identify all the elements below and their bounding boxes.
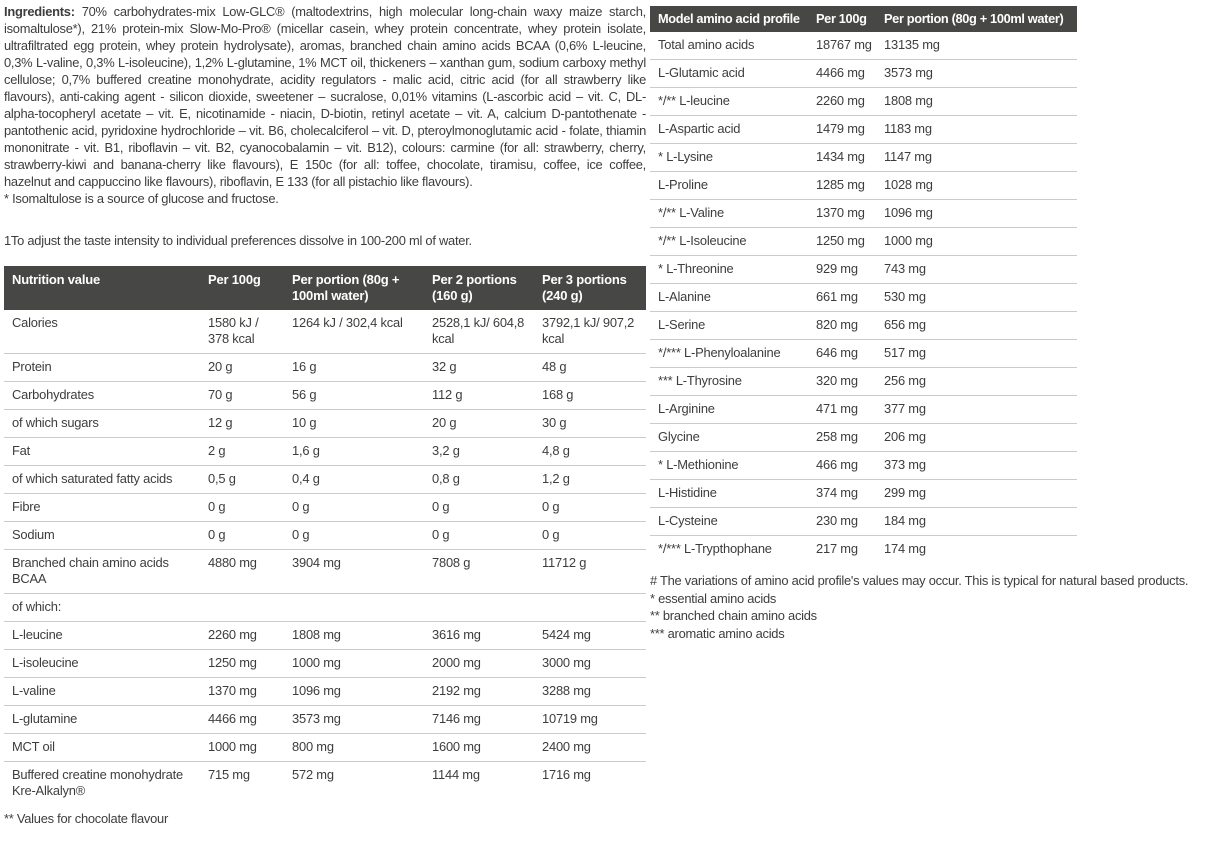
row-value: 184 mg: [876, 508, 1077, 536]
nutrition-table-header-row: [4, 266, 646, 310]
nutrition-table-body: [4, 310, 646, 805]
row-label: */** L-leucine: [650, 88, 808, 116]
ingredients-text: 70% carbohydrates-mix Low-GLC® (maltodextrins, high molecular long-chain waxy maize starch, isomaltulose*), 21% protein-mix Slow-Mo-Pro® (micellar casein, whey protein concentrate, whey protein isolate, ultrafiltrated egg protein, whey protein hydrolysate), aromas, branched chain amino acids BCAA (0,6% L-leucine, 0,3% L-valine, 0,3% L-isoleucine), 1,2% L-glutamine, 1% MCT oil, thickeners – xanthan gum, sodium carboxy methyl cellulose; 0,7% buffered creatine monohydrate, acidity regulators - malic acid, citric acid (for all strawberry like flavours), anti-caking agent - silicon dioxide, sweetener – sucralose, 0,01% vitamins (L-ascorbic acid – vit. C, DL-alpha-tocopheryl acetate – vit. E, nicotinamide - niacin, D-biotin, retinyl acetate – vit. A, calcium D-pantothenate - pantothenic acid, pyridoxine hydrochloride – vit. B6, cholecalciferol – vit. D, pteroylmonoglutamic acid - folate, thiamin mononitrate - vit. B1, riboflavin – vit. B2, cyanocobalamin – vit. B12), colours: carmine (for all: strawberry, cherry, strawberry-kiwi and banana-cherry like flavours), E 150c (for all: toffee, chocolate, tiramisu, coffee, ice coffee, hazelnut and cappuccino like flavours), riboflavin, E 133 (for all pistachio like flavours).: [4, 4, 646, 189]
row-label: of which saturated fatty acids: [4, 466, 200, 494]
row-value: 0 g: [534, 522, 646, 550]
table-row: [4, 494, 646, 522]
row-label: */*** L-Phenyloalanine: [650, 340, 808, 368]
row-value: 2260 mg: [200, 622, 284, 650]
row-value: 530 mg: [876, 284, 1077, 312]
row-label: L-Histidine: [650, 480, 808, 508]
row-value: 0,4 g: [284, 466, 424, 494]
row-value: 1000 mg: [284, 650, 424, 678]
amino-table-header-row: [650, 6, 1077, 32]
row-value: 3792,1 kJ/ 907,2 kcal: [542, 315, 635, 346]
table-row: [4, 734, 646, 762]
table-row: [4, 550, 646, 594]
row-value: 30 g: [534, 410, 646, 438]
row-value: 800 mg: [284, 734, 424, 762]
row-value: 3616 mg: [424, 622, 534, 650]
table-row: [650, 172, 1077, 200]
table-row: [650, 60, 1077, 88]
row-value: 112 g: [424, 382, 534, 410]
chocolate-flavour-footnote: ** Values for chocolate flavour: [4, 811, 168, 826]
row-label: Branched chain amino acids BCAA: [4, 550, 200, 594]
amino-footnote-branched: ** branched chain amino acids: [650, 608, 817, 623]
row-value: 0,5 g: [200, 466, 284, 494]
table-row: [4, 438, 646, 466]
row-value: 1000 mg: [876, 228, 1077, 256]
table-row: [4, 650, 646, 678]
dissolve-instruction-note: 1To adjust the taste intensity to individual preferences dissolve in 100-200 ml of water.: [4, 233, 472, 248]
row-label: * L-Threonine: [650, 256, 808, 284]
row-value: 2192 mg: [424, 678, 534, 706]
row-value: 4880 mg: [200, 550, 284, 594]
row-label: Glycine: [650, 424, 808, 452]
row-label: * L-Lysine: [650, 144, 808, 172]
row-value: 32 g: [424, 354, 534, 382]
row-value: 1264 kJ / 302,4 kcal: [292, 315, 403, 330]
nutrition-table: [4, 266, 646, 805]
table-row: [650, 452, 1077, 480]
amino-header-per-portion: Per portion (80g + 100ml water): [876, 6, 1077, 32]
table-row: [650, 480, 1077, 508]
row-label: of which:: [4, 594, 200, 622]
row-value: 1370 mg: [200, 678, 284, 706]
row-value: 7808 g: [424, 550, 534, 594]
table-row: [650, 32, 1077, 60]
row-value: 929 mg: [808, 256, 876, 284]
row-value: 820 mg: [808, 312, 876, 340]
row-value: 320 mg: [808, 368, 876, 396]
row-label: Carbohydrates: [4, 382, 200, 410]
row-value: 2260 mg: [808, 88, 876, 116]
row-value: 2528,1 kJ/ 604,8 kcal: [432, 315, 525, 346]
row-value: 0 g: [424, 522, 534, 550]
row-value: 1250 mg: [200, 650, 284, 678]
row-label: Total amino acids: [658, 37, 755, 52]
table-row: [650, 116, 1077, 144]
row-value: 1028 mg: [876, 172, 1077, 200]
row-value: 517 mg: [876, 340, 1077, 368]
ingredients-label: Ingredients:: [4, 4, 75, 19]
row-value: 56 g: [284, 382, 424, 410]
amino-footnote-variations: # The variations of amino acid profile's values may occur. This is typical for natural based products.: [650, 573, 1189, 588]
row-value: 0 g: [534, 494, 646, 522]
table-row: [650, 424, 1077, 452]
table-row: [650, 88, 1077, 116]
row-value: 1600 mg: [424, 734, 534, 762]
amino-footnote-essential: * essential amino acids: [650, 590, 777, 606]
nutrition-header-per100g: Per 100g: [200, 266, 284, 310]
row-value: 0 g: [200, 522, 284, 550]
row-value: [534, 594, 646, 622]
table-row: [650, 256, 1077, 284]
amino-footnotes: [650, 572, 1210, 642]
row-value: 3573 mg: [284, 706, 424, 734]
table-row: [650, 228, 1077, 256]
row-value: 13135 mg: [884, 37, 940, 52]
row-label: L-Serine: [650, 312, 808, 340]
nutrition-header-per-3-portions: Per 3 portions (240 g): [534, 266, 646, 310]
table-row: [4, 410, 646, 438]
row-value: 1285 mg: [808, 172, 876, 200]
right-column: [646, 0, 1214, 846]
row-value: 256 mg: [876, 368, 1077, 396]
amino-table-body: [650, 32, 1077, 563]
row-value: 3000 mg: [534, 650, 646, 678]
row-value: 1,2 g: [534, 466, 646, 494]
table-row: [4, 354, 646, 382]
amino-header-label: Model amino acid profile: [650, 6, 808, 32]
table-row: [650, 368, 1077, 396]
table-row: [650, 396, 1077, 424]
row-value: 572 mg: [284, 762, 424, 806]
row-value: 217 mg: [808, 536, 876, 564]
row-label: of which sugars: [4, 410, 200, 438]
row-label: Calories: [12, 315, 58, 330]
row-label: L-leucine: [4, 622, 200, 650]
row-value: 3288 mg: [534, 678, 646, 706]
row-value: 1096 mg: [876, 200, 1077, 228]
row-label: Protein: [4, 354, 200, 382]
row-value: 471 mg: [808, 396, 876, 424]
row-label: * L-Methionine: [650, 452, 808, 480]
row-value: 0 g: [284, 522, 424, 550]
row-value: 1096 mg: [284, 678, 424, 706]
row-value: 4466 mg: [200, 706, 284, 734]
row-value: 1580 kJ / 378 kcal: [208, 315, 259, 346]
row-label: */*** L-Trypthophane: [650, 536, 808, 564]
row-value: 258 mg: [808, 424, 876, 452]
nutrition-header-per-2-portions: Per 2 portions (160 g): [424, 266, 534, 310]
row-value: 48 g: [534, 354, 646, 382]
row-label: *** L-Thyrosine: [650, 368, 808, 396]
table-row: [4, 622, 646, 650]
row-value: 0 g: [424, 494, 534, 522]
amino-acid-table: [650, 6, 1077, 563]
row-value: 20 g: [424, 410, 534, 438]
row-value: 230 mg: [808, 508, 876, 536]
table-row: [650, 508, 1077, 536]
row-value: 661 mg: [808, 284, 876, 312]
row-label: */** L-Isoleucine: [650, 228, 808, 256]
row-value: 12 g: [200, 410, 284, 438]
row-label: L-Cysteine: [650, 508, 808, 536]
row-label: L-valine: [4, 678, 200, 706]
row-label: Fat: [4, 438, 200, 466]
row-value: 16 g: [284, 354, 424, 382]
table-row: [4, 706, 646, 734]
row-value: 7146 mg: [424, 706, 534, 734]
nutrition-header-per-portion: Per portion (80g + 100ml water): [284, 266, 424, 310]
row-value: 1434 mg: [808, 144, 876, 172]
row-value: 11712 g: [534, 550, 646, 594]
row-value: 20 g: [200, 354, 284, 382]
row-value: 466 mg: [808, 452, 876, 480]
row-value: 0 g: [284, 494, 424, 522]
row-label: Fibre: [4, 494, 200, 522]
row-label: Buffered creatine monohydrate Kre-Alkalyn®: [4, 762, 200, 806]
table-row: [650, 340, 1077, 368]
row-value: 18767 mg: [816, 37, 872, 52]
row-value: 0,8 g: [424, 466, 534, 494]
table-row: [4, 310, 646, 354]
row-value: 1370 mg: [808, 200, 876, 228]
row-value: 1808 mg: [876, 88, 1077, 116]
row-value: 743 mg: [876, 256, 1077, 284]
row-value: 646 mg: [808, 340, 876, 368]
table-row: [4, 594, 646, 622]
row-value: 2000 mg: [424, 650, 534, 678]
row-value: 174 mg: [876, 536, 1077, 564]
row-value: 1479 mg: [808, 116, 876, 144]
row-value: 1250 mg: [808, 228, 876, 256]
row-value: 1147 mg: [876, 144, 1077, 172]
row-value: 715 mg: [200, 762, 284, 806]
row-value: 206 mg: [876, 424, 1077, 452]
row-value: 4466 mg: [808, 60, 876, 88]
row-value: 2 g: [200, 438, 284, 466]
isomaltulose-footnote: * Isomaltulose is a source of glucose and fructose.: [4, 191, 279, 206]
table-row: [650, 312, 1077, 340]
ingredients-paragraph: [4, 3, 646, 190]
nutrition-header-label: Nutrition value: [4, 266, 200, 310]
table-row: [4, 382, 646, 410]
row-value: [200, 594, 284, 622]
row-value: 377 mg: [876, 396, 1077, 424]
row-value: 3,2 g: [424, 438, 534, 466]
table-row: [4, 762, 646, 806]
row-label: Sodium: [4, 522, 200, 550]
row-label: L-Glutamic acid: [650, 60, 808, 88]
table-row: [650, 536, 1077, 564]
row-value: 374 mg: [808, 480, 876, 508]
table-row: [4, 522, 646, 550]
row-value: 3904 mg: [284, 550, 424, 594]
row-value: 1144 mg: [424, 762, 534, 806]
row-value: [284, 594, 424, 622]
row-value: 1808 mg: [284, 622, 424, 650]
row-value: 10 g: [284, 410, 424, 438]
row-value: 1183 mg: [876, 116, 1077, 144]
row-value: 1716 mg: [534, 762, 646, 806]
row-label: L-Arginine: [650, 396, 808, 424]
row-value: 168 g: [534, 382, 646, 410]
row-label: MCT oil: [4, 734, 200, 762]
row-label: L-isoleucine: [4, 650, 200, 678]
table-row: [650, 200, 1077, 228]
row-value: 10719 mg: [534, 706, 646, 734]
amino-header-per100g: Per 100g: [808, 6, 876, 32]
row-value: 0 g: [200, 494, 284, 522]
row-value: 373 mg: [876, 452, 1077, 480]
row-label: L-Alanine: [650, 284, 808, 312]
amino-footnote-aromatic: *** aromatic amino acids: [650, 625, 785, 641]
row-label: L-glutamine: [4, 706, 200, 734]
table-row: [4, 678, 646, 706]
row-value: 3573 mg: [876, 60, 1077, 88]
row-value: 4,8 g: [534, 438, 646, 466]
row-value: 2400 mg: [534, 734, 646, 762]
table-row: [4, 466, 646, 494]
row-label: L-Aspartic acid: [650, 116, 808, 144]
row-label: L-Proline: [650, 172, 808, 200]
row-label: */** L-Valine: [650, 200, 808, 228]
row-value: 70 g: [200, 382, 284, 410]
row-value: 1,6 g: [284, 438, 424, 466]
row-value: 5424 mg: [534, 622, 646, 650]
table-row: [650, 284, 1077, 312]
row-value: 656 mg: [876, 312, 1077, 340]
row-value: 299 mg: [876, 480, 1077, 508]
row-value: 1000 mg: [200, 734, 284, 762]
table-row: [650, 144, 1077, 172]
row-value: [424, 594, 534, 622]
